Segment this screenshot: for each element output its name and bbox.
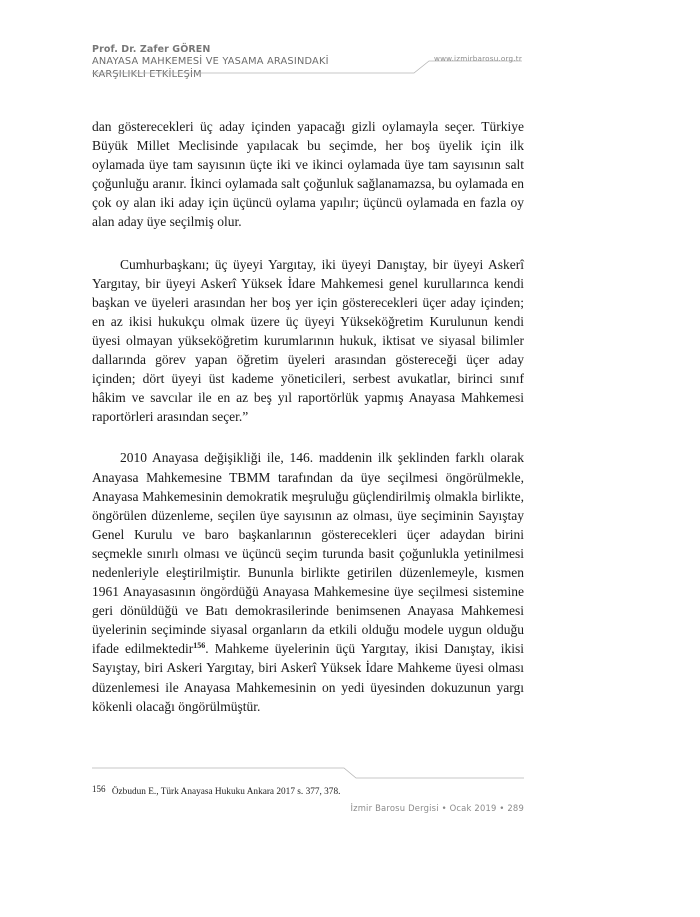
- footnote-number: 156: [92, 784, 106, 794]
- page-footer: İzmir Barosu Dergisi • Ocak 2019 • 289: [350, 803, 524, 813]
- paragraph-3: [92, 448, 524, 715]
- footnote-reference: 156: [193, 641, 206, 651]
- main-text: [92, 117, 524, 716]
- paragraph-1: dan gösterecekleri üç aday içinden yapacağı gizli oylamayla seçer. Türkiye Büyük Millet Meclisinde yapılacak bu seçimde, her boş üyelik için ilk oylamada üye tam sayısının üçte iki ve ikinci oylamada üye tam sayısının salt çoğunluğu aranır. İkinci oylamada salt çoğunluk sağlanamazsa, bu oylamada en çok oy alan iki aday için üçüncü oylama yapılır; üçüncü oylamada en fazla oy alan aday üye seçilmiş olur.: [92, 119, 524, 230]
- article-title-line-1: ANAYASA MAHKEMESİ VE YASAMA ARASINDAKİ: [92, 56, 329, 67]
- author-name: Prof. Dr. Zafer GÖREN: [92, 44, 211, 55]
- footnote-text: Özbudun E., Türk Anayasa Hukuku Ankara 2017 s. 377, 378.: [111, 787, 341, 797]
- footnote: [92, 784, 524, 797]
- paragraph-2: Cumhurbaşkanı; üç üyeyi Yargıtay, iki üyeyi Danıştay, bir üyeyi Askerî Yargıtay, bir üyeyi Askerî Yüksek İdare Mahkemesi genel kurullarınca kendi başkan ve üyeleri arasından her boş yer için gösterecekleri üçer aday içinden; en az ikisi hukukçu olmak üzere üç üyeyi Yükseköğretim Kurulunun kendi üyesi olmayan yükseköğretim kurumlarının hukuk, iktisat ve siyasal bilimler dallarında görev yapan öğretim üyeleri arasından göstereceği üçer aday içinden; dört üyeyi üst kademe yöneticileri, serbest avukatlar, birinci sınıf hâkim ve savcılar ile en az beş yıl raportörlük yapmış Anayasa Mahkemesi raportörleri arasından seçer.”: [92, 256, 524, 425]
- article-title-line-2: KARŞILIKLI ETKİLEŞİM: [92, 69, 202, 81]
- paragraph-3-tail: . Mahkeme üyelerinin üçü Yargıtay, ikisi Danıştay, ikisi Sayıştay, biri Askeri Yargıtay, biri Askerî Yüksek İdare Mahkeme üyesi olması düzenlemesi ile Anayasa Mahkemesinin on yedi üyesinden dokuzunun yargı kökenli olacağı öngörülmüştür.: [92, 641, 524, 714]
- website-url: www.izmirbarosu.org.tr: [434, 54, 522, 63]
- paragraph-3-text: 2010 Anayasa değişikliği ile, 146. maddenin ilk şeklinden farklı olarak Anayasa Mahkemesine TBMM tarafından da üye seçilmesi öngörülmekle, Anayasa Mahkemesinin demokratik meşruluğu güçlendirilmiş olmakla birlikte, öngörülen düzenleme, seçilen üye sayısının az olması, üye seçiminin Sayıştay Genel Kurulu ve baro başkanlarının gösterecekleri üçer adaydan birini seçmekle sınırlı olması ve üçüncü seçim turunda basit çoğunlukla yetinilmesi nedenleriyle eleştirilmiştir. Bununla birlikte getirilen düzenlemeyle, kısmen 1961 Anayasasının öngördüğü Anayasa Mahkemesine üye seçilmesi sistemine geri dönüldüğü ve Batı demokrasilerinde benimsenen Anayasa Mahkemesi üyelerinin seçiminde siyasal organların da etkili olduğu modele uygun olduğu ifade edilmektedir: [92, 450, 524, 657]
- footnote-rule: [92, 767, 524, 779]
